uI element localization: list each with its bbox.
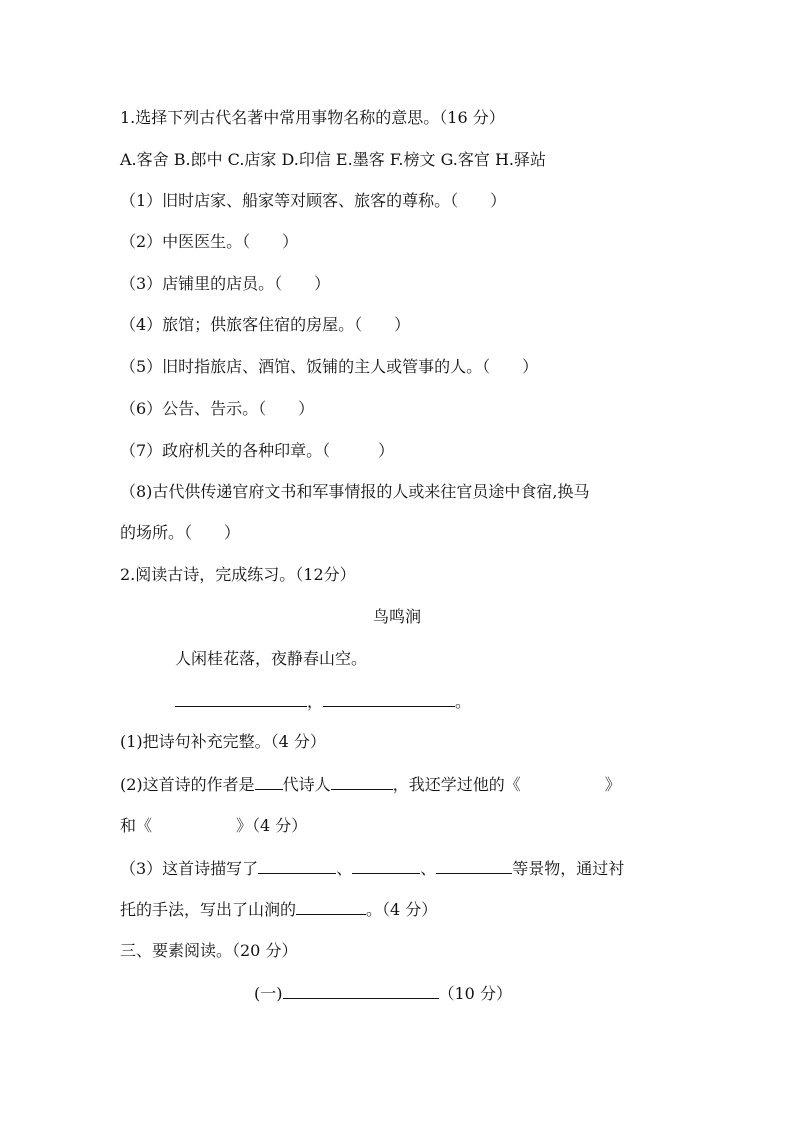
q1-title: 1.选择下列古代名著中常用事物名称的意思。（16 分） xyxy=(120,108,505,127)
q1-item-1: （1）旧时店家、船家等对顾客、旅客的尊称。（ ） xyxy=(120,191,507,210)
q2-title: 2.阅读古诗，完成练习。（12分） xyxy=(120,565,356,584)
scene-blank-2[interactable] xyxy=(352,857,420,874)
q2-sub3-text-e: 托的手法，写出了山涧的 xyxy=(120,900,297,919)
q1-item-2: （2）中医医生。（ ） xyxy=(120,232,299,251)
q1-item-7: （7）政府机关的各种印章。（ ） xyxy=(120,441,395,460)
q2-sub3-text-a: （3）这首诗描写了 xyxy=(120,859,259,878)
q2-sub2-line2 xyxy=(120,815,307,837)
q1-options: A.客舍 B.郎中 C.店家 D.印信 E.墨客 F.榜文 G.客官 H.驿站 xyxy=(120,150,546,169)
q1-item-8: （8)古代供传递官府文书和军事情报的人或来往官员途中食宿,换马 xyxy=(120,482,590,501)
dynasty-blank[interactable] xyxy=(255,773,283,790)
q1-item-4: （4）旅馆；供旅客住宿的房屋。（ ） xyxy=(120,315,411,334)
q2-sub3-text-f: 。（4 分） xyxy=(366,900,438,919)
poem-comma: ， xyxy=(307,692,324,711)
poet-blank[interactable] xyxy=(331,773,393,790)
passage-title-blank[interactable] xyxy=(283,982,439,999)
mood-blank[interactable] xyxy=(296,898,366,915)
q2-sub2-text-c: ，我还学过他的《 xyxy=(392,775,521,794)
scene-blank-3[interactable] xyxy=(436,857,512,874)
q2-sub2-text-b: 代诗人 xyxy=(282,775,331,794)
poem-line-1: 人闲桂花落，夜静春山空。 xyxy=(175,649,368,668)
q2-sub3-text-b: 、 xyxy=(336,859,353,878)
scene-blank-1[interactable] xyxy=(258,857,336,874)
q1-item-6: （6）公告、告示。（ ） xyxy=(120,399,315,418)
q2-sub3-text-d: 等景物，通过衬 xyxy=(512,859,625,878)
q2-sub3-line1 xyxy=(120,857,624,879)
q1-item-8-cont: 的场所。（ ） xyxy=(120,523,241,542)
poem-line-2 xyxy=(175,690,471,712)
q2-sub3-line2 xyxy=(120,898,437,920)
poem-period: 。 xyxy=(455,692,472,711)
q2-sub1: (1)把诗句补充完整。（4 分） xyxy=(120,732,326,751)
q1-item-3: （3）店铺里的店员。（ ） xyxy=(120,274,331,293)
q2-sub2-line1 xyxy=(120,773,621,795)
q3-part1-label: (一) xyxy=(254,984,283,1003)
poem-title: 鸟鸣涧 xyxy=(372,607,421,626)
poem-blank-1[interactable] xyxy=(175,690,307,707)
poem-blank-2[interactable] xyxy=(323,690,455,707)
q2-sub2-text-f: 》（4 分） xyxy=(236,816,308,835)
q1-item-5: （5）旧时指旅店、酒馆、饭铺的主人或管事的人。（ ） xyxy=(120,357,539,376)
q2-sub3-text-c: 、 xyxy=(420,859,437,878)
q2-sub2-text-d: 》 xyxy=(604,775,621,794)
q2-sub2-text-e: 和《 xyxy=(120,816,153,835)
q3-part1 xyxy=(254,982,512,1004)
q2-sub2-text-a: (2)这首诗的作者是 xyxy=(120,775,255,794)
q3-title: 三、要素阅读。（20 分） xyxy=(120,941,298,960)
q3-part1-score: （10 分） xyxy=(438,984,512,1003)
